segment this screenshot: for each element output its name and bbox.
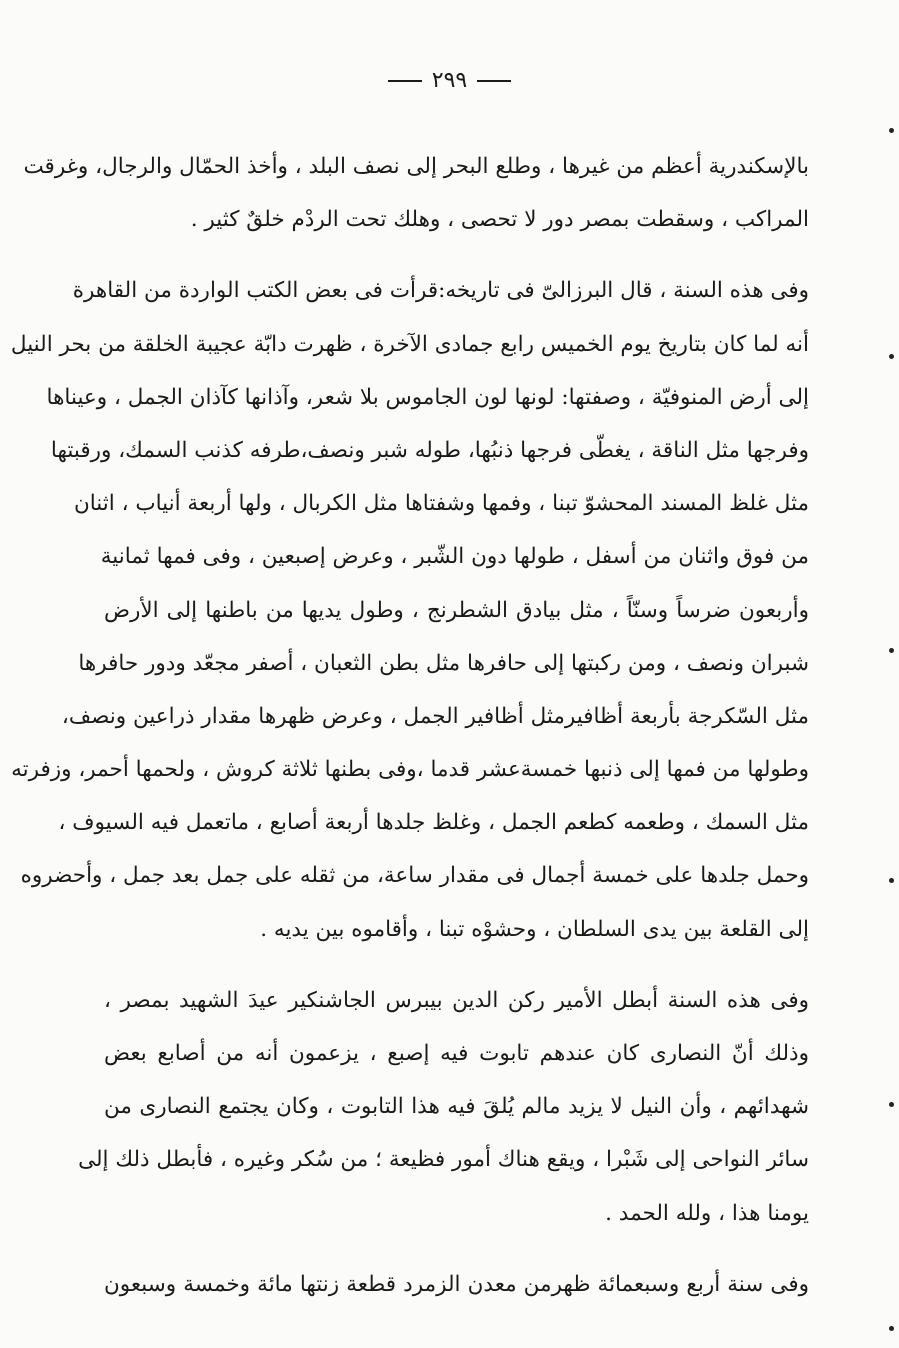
text-line: وذلك أنّ النصارى كان عندهم تابوت فيه إصبع ، يزعمون أنه من أصابع بعض: [104, 1041, 809, 1066]
text-line: وأربعون ضرساً وسنّاً ، مثل بيادق الشطرنج ، وطول يديها من باطنها إلى الأرض: [104, 597, 809, 623]
margin-speck: [889, 128, 894, 133]
text-line: وطولها من فمها إلى ذنبها خمسةعشر قدما ،وفى بطنها ثلاثة كروش ، ولحمها أحمر، وزفرته: [11, 757, 809, 783]
text-line: مثل السّكرجة بأربعة أظافيرمثل أظافير الجمل ، وعرض ظهرها مقدار ذراعين ونصف،: [61, 703, 809, 729]
text-line: يومنا هذا ، ولله الحمد .: [605, 1200, 809, 1226]
text-line: شبران ونصف ، ومن ركبتها إلى حافرها مثل بطن الثعبان ، أصفر مجعّد ودور حافرها: [78, 650, 809, 676]
page-number-dash-right: [477, 80, 511, 82]
margin-speck: [889, 1326, 894, 1331]
text-line: وحمل جلدها على خمسة أجمال فى مقدار ساعة، من ثقله على جمل بعد جمل ، وأحضروه: [20, 863, 809, 889]
text-line: المراكب ، وسقطت بمصر دور لا تحصى ، وهلك تحت الردْم خلقٌ كثير .: [190, 207, 809, 233]
text-line: إلى أرض المنوفيّة ، وصفتها: لونها لون الجاموس بلا شعر، وآذانها كآذان الجمل ، وعيناها: [46, 384, 809, 410]
text-line: وفى هذه السنة ، قال البرزالىّ فى تاريخه:قرأت فى بعض الكتب الواردة من القاهرة: [72, 278, 809, 304]
text-line: مثل غلظ المسند المحشوّ تبنا ، وفمها وشفتاها مثل الكربال ، ولها أربعة أنياب ، اثنان: [73, 491, 809, 517]
page-number-value: ٢٩٩: [431, 68, 468, 93]
text-line: من فوق واثنان من أسفل ، طولها دون الشّبر ، وعرض إصبعين ، وفى فمها ثمانية: [100, 544, 809, 570]
text-line: بالإسكندرية أعظم من غيرها ، وطلع البحر إلى نصف البلد ، وأخذ الحمّال والرجال، وغرقت: [23, 154, 809, 179]
margin-speck: [889, 878, 894, 883]
margin-speck: [889, 1102, 894, 1107]
text-line: وفى هذه السنة أبطل الأمير ركن الدين بيبرس الجاشنكير عيدَ الشهيد بمصر ،: [104, 987, 809, 1013]
text-line: إلى القلعة بين يدى السلطان ، وحشوْه تبنا ، وأقاموه بين يديه .: [260, 916, 809, 942]
text-line: شهدائهم ، وأن النيل لا يزيد مالم يُلقَ فيه هذا التابوت ، وكان يجتمع النصارى من: [104, 1094, 809, 1120]
page-number: [0, 68, 899, 93]
text-line: سائر النواحى إلى شَبْرا ، ويقع هناك أمور فظيعة ؛ من سُكر وغيره ، فأبطل ذلك إلى: [78, 1147, 809, 1173]
text-line: وفى سنة أربع وسبعمائة ظهرمن معدن الزمرد قطعة زنتها مائة وخمسة وسبعون: [104, 1271, 809, 1297]
text-line: وفرجها مثل الناقة ، يغطّى فرجها ذنبُها، طوله شبر ونصف،طرفه كذنب السمك، ورقبتها: [50, 437, 809, 463]
text-line: مثل السمك ، وطعمه كطعم الجمل ، وغلظ جلدها أربعة أصابع ، ماتعمل فيه السيوف ،: [58, 810, 809, 836]
page-number-dash-left: [388, 80, 422, 82]
margin-speck: [889, 648, 894, 653]
margin-speck: [889, 354, 894, 359]
body-text: [10, 140, 809, 1311]
text-line: أنه لما كان بتاريخ يوم الخميس رابع جمادى الآخرة ، ظهرت دابّة عجيبة الخلقة من بحر النيل: [10, 331, 809, 357]
